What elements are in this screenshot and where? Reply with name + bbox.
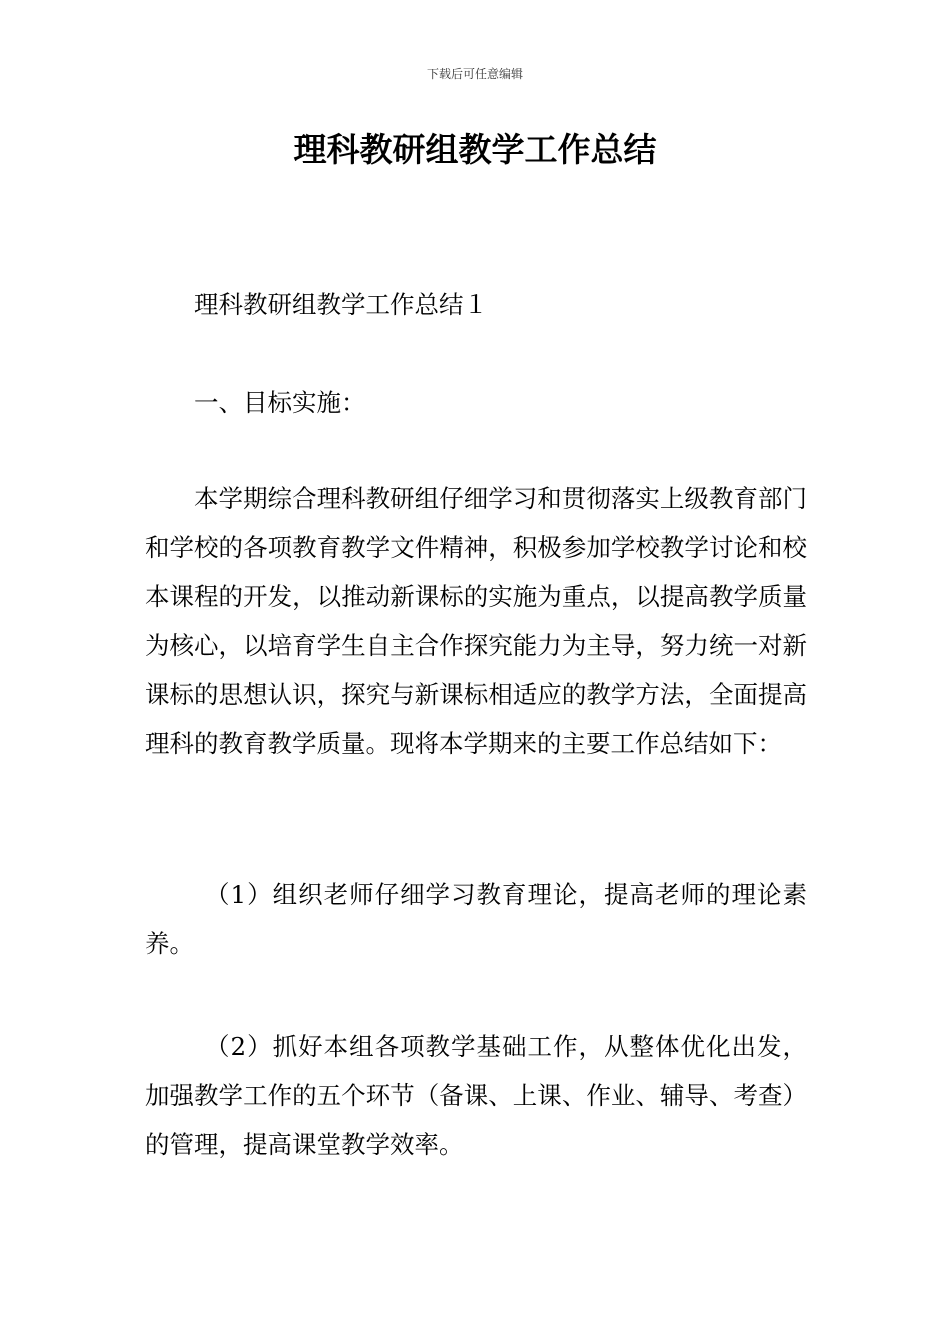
header-note: 下载后可任意编辑 — [426, 67, 523, 81]
intro-paragraph: 本学期综合理科教研组仔细学习和贯彻落实上级教育部门和学校的各项教育教学文件精神，积极参加学校教学讨论和校本课程的开发，以推动新课标的实施为重点，以提高教学质量为核心，以培育学生自主合作探究能力为主导，努力统一对新课标的思想认识，探究与新课标相适应的教学方法，全面提高理科的教育教学质量。现将本学期来的主要工作总结如下： — [145, 484, 807, 758]
section-heading: 一、目标实施： — [194, 388, 366, 417]
list-item: （2）抓好本组各项教学基础工作，从整体优化出发，加强教学工作的五个环节（备课、上课、作业、辅导、考查）的管理，提高课堂教学效率。 — [145, 1032, 807, 1159]
document-subtitle: 理科教研组教学工作总结１ — [194, 290, 488, 319]
document-title: 理科教研组教学工作总结 — [293, 130, 657, 169]
list-item: （1）组织老师仔细学习教育理论，提高老师的理论素养。 — [145, 880, 807, 958]
